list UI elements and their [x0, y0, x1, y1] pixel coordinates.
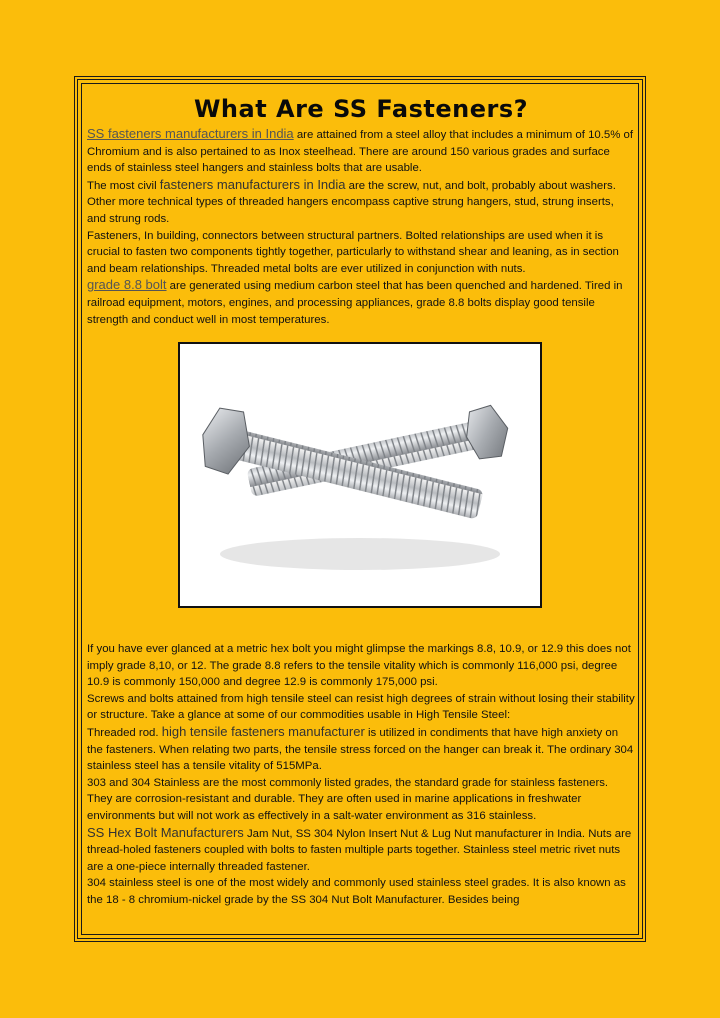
keyword-high-tensile-fasteners[interactable]: high tensile fasteners manufacturer: [161, 723, 365, 739]
paragraph-3: Fasteners, In building, connectors between structural partners. Bolted relationships are used when it is crucial to fasten two components tightly together, particularly to withstand shear and leaning, as in section and beam relationships. Threaded metal bolts are ever utilized in conjunction with nuts.: [87, 229, 619, 275]
paragraph-4-text: are generated using medium carbon steel that has been quenched and hardened. Tired in railroad equipment, motors, engines, and processing appliances, grade 8.8 bolts display good tensile strength and conduct well in most temperatures.: [87, 280, 623, 326]
paragraph-1: [87, 126, 635, 177]
paragraph-7-pre: Threaded rod.: [87, 726, 162, 739]
bolts-illustration: [180, 344, 540, 606]
paragraph-4: [87, 277, 635, 328]
paragraph-7-post: is utilized in condiments that have high anxiety on the fasteners. When relating two parts, the tensile stress forced on the hanger can break it. The ordinary 304 stainless steel has a tensile vitality of 515MPa.: [87, 726, 634, 773]
paragraph-2: [87, 177, 635, 228]
paragraph-10: 304 stainless steel is one of the most widely and commonly used stainless steel grades. It is also known as the 18 - 8 chromium-nickel grade by the SS 304 Nut Bolt Manufacturer. Besides being: [87, 877, 626, 906]
bolts-photo: [178, 342, 542, 608]
lower-text-block: [87, 641, 635, 909]
paragraph-6: Screws and bolts attained from high tensile steel can resist high degrees of strain without losing their stability or structure. Take a glance at some of our commodities usable in High Tensile Steel:: [87, 692, 635, 722]
paragraph-1-text: are attained from a steel alloy that includes a minimum of 10.5% of Chromium and is also pertained to as Inox steelhead. There are around 150 various grades and surface ends of stainless steel hangers and stainless bolts that are usable.: [87, 129, 634, 175]
page-title: What Are SS Fasteners?: [193, 95, 529, 123]
keyword-fasteners-manufacturers[interactable]: fasteners manufacturers in India: [159, 176, 346, 192]
paragraph-2-post: are the screw, nut, and bolt, probably about washers. Other more technical types of threaded hangers encompass captive strung hangers, stud, strung inserts, and strung rods.: [87, 179, 616, 225]
upper-text-block: [87, 94, 635, 328]
link-grade-8-8-bolt[interactable]: grade 8.8 bolt: [87, 277, 167, 293]
paragraph-8: 303 and 304 Stainless are the most commonly listed grades, the standard grade for stainless fasteners. They are corrosion-resistant and durable. They are often used in marine applications in freshwater environments but will not work as effectively in a salt-water environment as 316 stainless.: [87, 776, 609, 822]
paragraph-5: If you have ever glanced at a metric hex bolt you might glimpse the markings 8.8, 10.9, or 12.9 this does not imply grade 8,10, or 12. The grade 8.8 refers to the tensile vitality which is commonly 116,000 psi, degree 10.9 is commonly 150,000 and degree 12.9 is commonly 175,000 psi.: [87, 643, 631, 689]
bolt-front: [195, 404, 488, 535]
paragraph-2-pre: The most civil: [87, 179, 160, 192]
keyword-ss-hex-bolt-manufacturers[interactable]: SS Hex Bolt Manufacturers: [87, 824, 244, 840]
paragraph-9-text: Jam Nut, SS 304 Nylon Insert Nut & Lug Nut manufacturer in India. Nuts are thread-holed fasteners coupled with bolts to fasten multiple parts together. Stainless steel metric rivet nuts are a one-piece internally threaded fastener.: [87, 827, 632, 873]
paragraph-9: [87, 825, 635, 876]
link-ss-fasteners-manufacturers[interactable]: SS fasteners manufacturers in India: [87, 126, 294, 141]
paragraph-7: [87, 724, 635, 775]
